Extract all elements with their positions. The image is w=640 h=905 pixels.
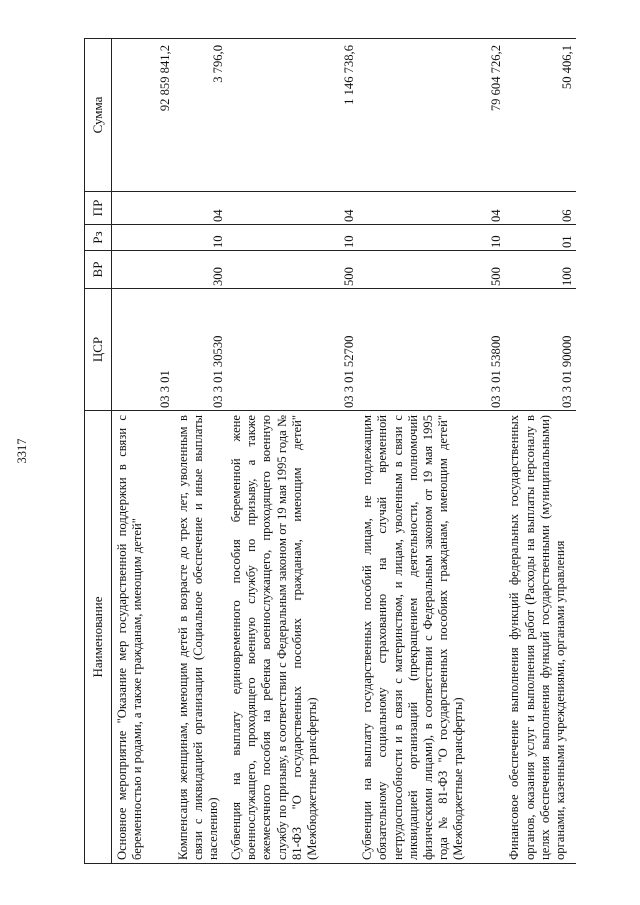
row-name: Компенсация женщинам, имеющим детей в возрасте до трех лет, уволенным в связи с ликвидацией организации (Социальное обеспечение и иные выплаты населению)	[173, 411, 226, 864]
row-csr: 03 3 01 90000	[504, 289, 575, 411]
header-name: Наименование	[85, 411, 112, 864]
row-name: Финансовое обеспечение выполнения функций федеральных государственных органов, оказания услуг и выполнения работ (Расходы на выплаты персоналу в целях обеспечения выполнения функций государственными (муниципальными) органами, казенными учреждениями, органами управления	[504, 411, 575, 864]
row-name: Субвенции на выплату государственных пособий лицам, не подлежащим обязательному социальному страхованию на случай временной нетрудоспособности и в связи с материнством, и лицам, уволенным в связи с ликвидацией организаций (прекращением деятельности, полномочий физическими лицами), в соответствии с Федеральным законом от 19 мая 1995 года № 81-ФЗ "О государственных пособиях гражданам, имеющим детей" (Межбюджетные трансферты)	[357, 411, 504, 864]
table-row	[226, 39, 357, 864]
row-vr: 500	[226, 251, 357, 289]
row-vr	[112, 251, 174, 289]
row-rz: 10	[226, 225, 357, 251]
row-csr: 03 3 01 30530	[173, 289, 226, 411]
row-vr: 300	[173, 251, 226, 289]
row-pr: 04	[173, 192, 226, 225]
row-pr: 06	[504, 192, 575, 225]
budget-table-rotated	[84, 39, 612, 864]
row-pr: 04	[357, 192, 504, 225]
row-sum: 92 859 841,2	[112, 39, 174, 192]
table-row	[357, 39, 504, 864]
row-name: Субвенция на выплату единовременного пособия беременной жене военнослужащего, проходящего военную службу по призыву, а также ежемесячного пособия на ребенка военнослужащего, проходящего военную службу по призыву, в соответствии с Федеральным законом от 19 мая 1995 года № 81-ФЗ "О государственных пособиях гражданам, имеющим детей" (Межбюджетные трансферты)	[226, 411, 357, 864]
table-header-row	[85, 39, 112, 864]
table-row	[504, 39, 575, 864]
row-rz: 01	[504, 225, 575, 251]
row-csr: 03 3 01	[112, 289, 174, 411]
row-vr: 500	[357, 251, 504, 289]
row-rz: 10	[357, 225, 504, 251]
row-vr: 100	[504, 251, 575, 289]
row-sum: 50 406,1	[504, 39, 575, 192]
row-rz: 10	[173, 225, 226, 251]
row-name: Основное мероприятие "Оказание мер государственной поддержки в связи с беременностью и родами, а также гражданам, имеющим детей"	[112, 411, 174, 864]
budget-table	[84, 38, 576, 864]
header-sum: Сумма	[85, 39, 112, 192]
table-row	[112, 39, 174, 864]
header-vr: ВР	[85, 251, 112, 289]
row-sum: 79 604 726,2	[357, 39, 504, 192]
row-rz	[112, 225, 174, 251]
page-number: 3317	[15, 438, 29, 464]
row-csr: 03 3 01 52700	[226, 289, 357, 411]
table-row	[173, 39, 226, 864]
row-sum: 3 796,0	[173, 39, 226, 192]
header-rz: Рз	[85, 225, 112, 251]
row-pr: 04	[226, 192, 357, 225]
header-pr: ПР	[85, 192, 112, 225]
row-sum: 1 146 738,6	[226, 39, 357, 192]
header-csr: ЦСР	[85, 289, 112, 411]
row-pr	[112, 192, 174, 225]
row-csr: 03 3 01 53800	[357, 289, 504, 411]
